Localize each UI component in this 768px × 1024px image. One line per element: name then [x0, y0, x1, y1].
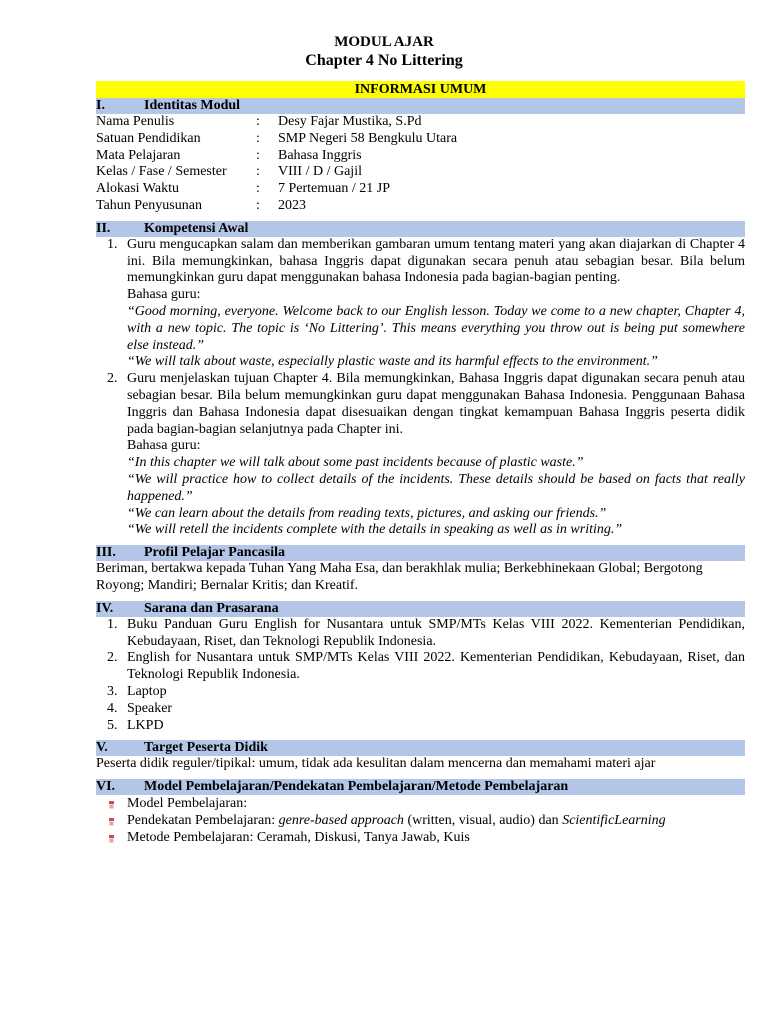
list-text: English for Nusantara untuk SMP/MTs Kelas VIII 2022. Kementerian Pendidikan, Kebudayaan, Riset, dan Teknologi Republik Indonesia. [127, 650, 745, 683]
list-text [127, 812, 666, 829]
identity-value: SMP Negeri 58 Bengkulu Utara [278, 130, 458, 146]
teacher-quote: “We will practice how to collect details of the incidents. These details should be based on facts that really happened.” [127, 471, 745, 504]
list-text: Buku Panduan Guru English for Nusantara untuk SMP/MTs Kelas VIII 2022. Kementerian Pendidikan, Kebudayaan, Riset, dan Teknologi Republik Indonesia. [127, 616, 745, 649]
identity-key: Nama Penulis [96, 114, 175, 129]
teacher-quote: “In this chapter we will talk about some past incidents because of plastic waste.” [127, 455, 584, 471]
list-number: 5. [107, 717, 118, 733]
section-number: VI. [96, 779, 116, 795]
identity-value: VIII / D / Gajil [278, 164, 362, 180]
section-number: I. [96, 98, 105, 113]
list-number: 4. [107, 700, 118, 716]
identity-key: Satuan Pendidikan [96, 130, 201, 146]
identity-value: 2023 [278, 197, 306, 213]
identity-colon: : [256, 164, 260, 180]
teacher-quote: “We will talk about waste, especially plastic waste and its harmful effects to the environment.” [127, 354, 658, 370]
section-header-identitas [96, 98, 745, 114]
identity-colon: : [256, 147, 260, 163]
document-header [0, 33, 768, 71]
section-title: Model Pembelajaran/Pendekatan Pembelajaran/Metode Pembelajaran [144, 779, 569, 795]
identity-value: Bahasa Inggris [278, 147, 362, 163]
list-text: Metode Pembelajaran: Ceramah, Diskusi, Tanya Jawab, Kuis [127, 830, 470, 846]
identity-row [96, 131, 745, 148]
paragraph: Guru mengucapkan salam dan memberikan gambaran umum tentang materi yang akan diajarkan di Chapter 4 ini. Bila memungkinkan, bahasa Inggris dapat digunakan secara penuh atau sebagian besar. Bila belum memungkinkan guru dapat menggunakan bahasa Indonesia pada bagian-bagian penting. [127, 236, 745, 286]
list-number: 1. [107, 616, 118, 632]
document-title: MODUL AJAR [334, 34, 434, 50]
list-item [96, 371, 745, 539]
bullet-icon [108, 834, 115, 843]
list-item [96, 795, 745, 812]
bullet-icon [108, 800, 115, 809]
identity-colon: : [256, 181, 260, 197]
teacher-quote: “Good morning, everyone. Welcome back to our English lesson. Today we come to a new chapter, Chapter 4, with a new topic. The topic is ‘No Littering’. This means everything you throw out is being put somewhere else instead.” [127, 303, 745, 353]
list-item [96, 237, 745, 371]
section-number: II. [96, 220, 111, 236]
list-number: 3. [107, 683, 118, 699]
section-header-sarana [96, 601, 745, 617]
list-item [96, 701, 745, 718]
section-header-target [96, 740, 745, 756]
approach-label: Pendekatan Pembelajaran: [127, 813, 279, 829]
teacher-language-label: Bahasa guru: [127, 438, 201, 454]
document-body [96, 81, 745, 846]
section-number: V. [96, 740, 108, 756]
list-item [96, 617, 745, 651]
identity-value: Desy Fajar Mustika, S.Pd [278, 114, 422, 129]
list-number: 1. [107, 236, 118, 252]
identity-key: Mata Pelajaran [96, 147, 181, 163]
section-header-kompetensi [96, 221, 745, 237]
section-title: Sarana dan Prasarana [144, 600, 279, 616]
section-header-profil [96, 545, 745, 561]
list-text: Model Pembelajaran: [127, 796, 248, 812]
approach-name: genre-based approach [278, 813, 404, 829]
list-item [96, 812, 745, 829]
general-info-banner: INFORMASI UMUM [96, 81, 745, 98]
identity-key: Kelas / Fase / Semester [96, 164, 227, 180]
section-title: Profil Pelajar Pancasila [144, 545, 286, 561]
kompetensi-list [96, 237, 745, 539]
identity-row [96, 114, 745, 131]
section-header-model [96, 779, 745, 795]
identity-row [96, 198, 745, 215]
identity-colon: : [256, 114, 260, 129]
target-text: Peserta didik reguler/tipikal: umum, tidak ada kesulitan dalam mencerna dan memahami materi ajar [96, 756, 656, 772]
list-item [96, 718, 745, 735]
sarana-list [96, 617, 745, 735]
section-number: IV. [96, 600, 114, 616]
identity-colon: : [256, 197, 260, 213]
list-item [96, 684, 745, 701]
section-title: Kompetensi Awal [144, 220, 249, 236]
teacher-quote: “We will retell the incidents complete with the details in speaking as well as in writing.” [127, 522, 623, 538]
list-number: 2. [107, 650, 118, 666]
teacher-language-label: Bahasa guru: [127, 287, 201, 303]
approach-detail: (written, visual, audio) dan [403, 813, 563, 829]
identity-key: Alokasi Waktu [96, 181, 179, 197]
teacher-quote: “We can learn about the details from reading texts, pictures, and asking our friends.” [127, 505, 607, 521]
document-subtitle: Chapter 4 No Littering [305, 52, 463, 69]
approach-name-2: ScientificLearning [562, 813, 666, 829]
bullet-icon [108, 817, 115, 826]
paragraph: Guru menjelaskan tujuan Chapter 4. Bila memungkinkan, Bahasa Inggris dapat digunakan secara penuh atau sebagian besar. Bila belum memungkinkan guru dapat menggunakan Bahasa Indonesia. Penggunaan Bahasa Inggris dan Bahasa Indonesia dapat disesuaikan dengan tingkat kemampuan Bahasa Inggris peserta didik pada bagian-bagian selanjutnya pada Chapter ini. [127, 371, 745, 437]
identity-table [96, 114, 745, 215]
identity-row [96, 148, 745, 165]
identity-colon: : [256, 130, 260, 146]
profil-text: Beriman, bertakwa kepada Tuhan Yang Maha Esa, dan berakhlak mulia; Berkebhinekaan Global; Bergotong Royong; Mandiri; Bernalar Kritis; dan Kreatif. [96, 561, 703, 593]
list-number: 2. [107, 371, 118, 387]
identity-row [96, 164, 745, 181]
list-item [96, 829, 745, 846]
list-text: Laptop [127, 683, 167, 699]
section-number: III. [96, 545, 116, 561]
list-text: LKPD [127, 717, 164, 733]
identity-key: Tahun Penyusunan [96, 197, 202, 213]
list-text: Speaker [127, 700, 173, 716]
identity-row [96, 181, 745, 198]
section-title: Target Peserta Didik [144, 740, 268, 756]
list-item [96, 650, 745, 684]
model-list [96, 795, 745, 846]
identity-value: 7 Pertemuan / 21 JP [278, 181, 390, 197]
section-title: Identitas Modul [144, 98, 241, 113]
